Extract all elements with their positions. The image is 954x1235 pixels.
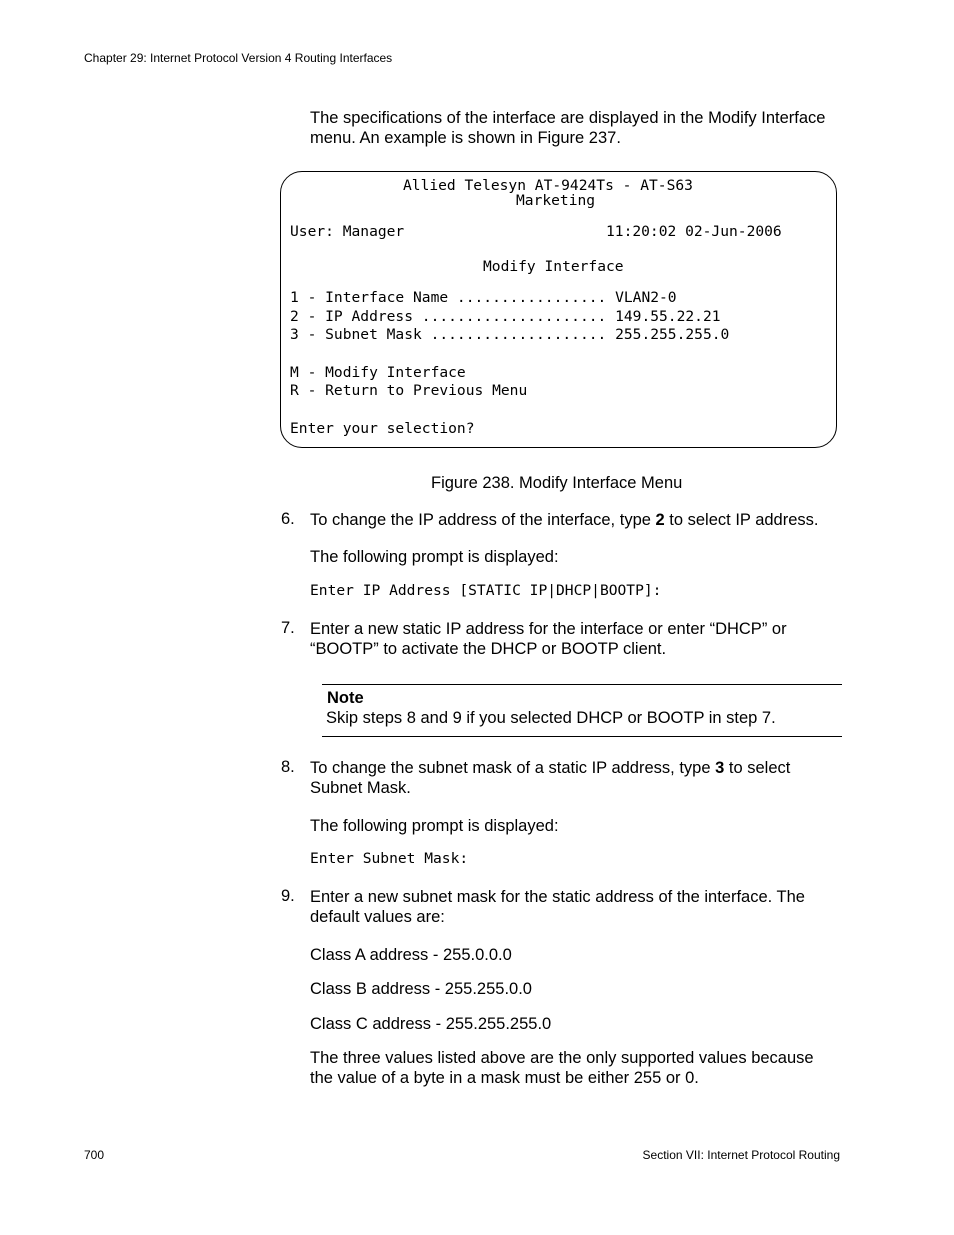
- step-6-prompt-label: The following prompt is displayed:: [310, 548, 559, 566]
- step-8-command: Enter Subnet Mask:: [310, 850, 469, 867]
- step-8-text-a: To change the subnet mask of a static IP address, type: [310, 759, 716, 777]
- menu-item-subnet-mask: 3 - Subnet Mask .................... 255.255.255.0: [290, 326, 730, 343]
- step-8-number: 8.: [281, 758, 295, 776]
- step-9-line-2: default values are:: [310, 908, 445, 926]
- terminal-prompt: Enter your selection?: [290, 420, 475, 437]
- running-header: Chapter 29: Internet Protocol Version 4 Routing Interfaces: [84, 51, 393, 65]
- step-8-line-2: Subnet Mask.: [310, 779, 411, 797]
- intro-line-1: The specifications of the interface are displayed in the Modify Interface: [310, 109, 826, 127]
- step-9-closing: [310, 1048, 814, 1088]
- step-6-command: Enter IP Address [STATIC IP|DHCP|BOOTP]:: [310, 582, 662, 599]
- step-7-line-2: “BOOTP” to activate the DHCP or BOOTP client.: [310, 640, 667, 658]
- step-6-number: 6.: [281, 510, 295, 528]
- step-9-closing-line-2: the value of a byte in a mask must be either 255 or 0.: [310, 1069, 699, 1087]
- terminal-menu-title: Modify Interface: [483, 258, 624, 275]
- note-box: [322, 684, 842, 737]
- step-9-closing-line-1: The three values listed above are the only supported values because: [310, 1049, 814, 1067]
- terminal-user: User: Manager: [290, 223, 405, 240]
- note-text: Skip steps 8 and 9 if you selected DHCP or BOOTP in step 7.: [326, 709, 776, 727]
- class-c-default: Class C address - 255.255.255.0: [310, 1015, 552, 1033]
- menu-item-interface-name: 1 - Interface Name ................. VLAN2-0: [290, 289, 677, 306]
- step-6-text-b: to select IP address.: [664, 511, 819, 529]
- class-a-default: Class A address - 255.0.0.0: [310, 946, 512, 964]
- menu-item-ip-address: 2 - IP Address ..................... 149.55.22.21: [290, 308, 721, 325]
- figure-caption: Figure 238. Modify Interface Menu: [431, 474, 683, 492]
- step-9-number: 9.: [281, 887, 295, 905]
- terminal-subtitle: Marketing: [516, 192, 596, 209]
- step-7-line-1: Enter a new static IP address for the interface or enter “DHCP” or: [310, 620, 787, 638]
- intro-line-2: menu. An example is shown in Figure 237.: [310, 129, 621, 147]
- step-6-text-a: To change the IP address of the interface, type: [310, 511, 656, 529]
- terminal-screen: [280, 171, 837, 448]
- terminal-title: Allied Telesyn AT-9424Ts - AT-S63: [403, 177, 693, 194]
- step-8-text-b: to select: [724, 759, 791, 777]
- note-title: Note: [327, 689, 364, 707]
- menu-action-return: R - Return to Previous Menu: [290, 382, 528, 399]
- step-7-number: 7.: [281, 619, 295, 637]
- step-7-text: [310, 619, 787, 659]
- step-9-line-1: Enter a new subnet mask for the static address of the interface. The: [310, 888, 805, 906]
- menu-action-modify: M - Modify Interface: [290, 364, 466, 381]
- step-8-prompt-label: The following prompt is displayed:: [310, 817, 559, 835]
- terminal-datetime: 11:20:02 02-Jun-2006: [606, 223, 782, 240]
- step-6-text: [310, 510, 818, 530]
- step-8-key: 3: [715, 759, 725, 777]
- step-8-text: [310, 758, 790, 798]
- class-b-default: Class B address - 255.255.0.0: [310, 980, 532, 998]
- page-number: 700: [84, 1148, 105, 1162]
- running-footer: Section VII: Internet Protocol Routing: [642, 1148, 840, 1162]
- step-9-text: [310, 887, 805, 927]
- step-6-key: 2: [655, 511, 665, 529]
- intro-paragraph: [310, 108, 825, 148]
